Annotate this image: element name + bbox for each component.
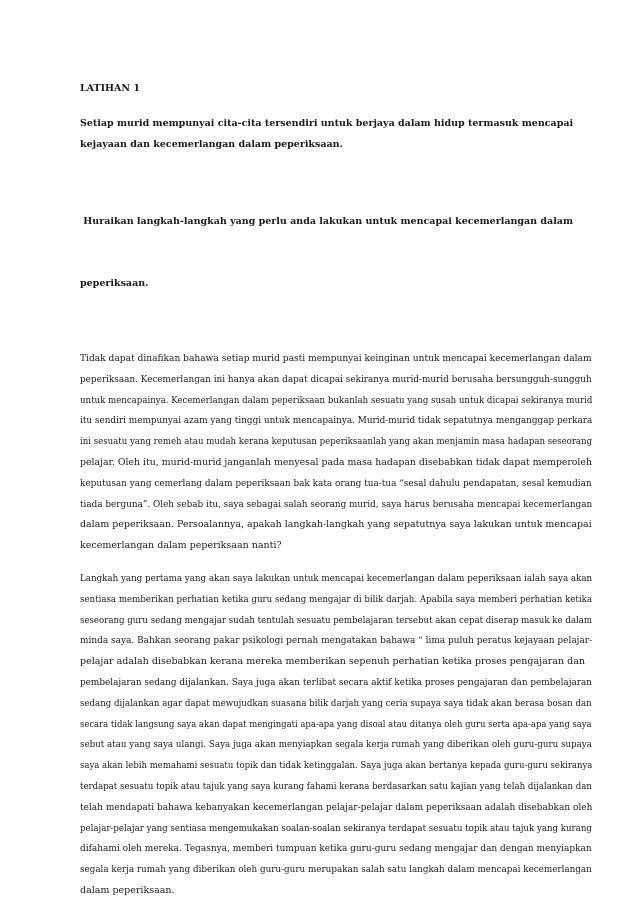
text-line: pelajar adalah disebabkan kerana mereka memberikan sepenuh perhatian ketika proses pengajaran dan — [80, 656, 585, 668]
text-line: dalam peperiksaan. — [80, 884, 175, 896]
text-line: sebut atau yang saya ulangi. Saya juga akan menyiapkan segala kerja rumah yang diberikan oleh guru-guru supaya — [80, 739, 592, 751]
text-line: Huraikan langkah-langkah yang perlu anda lakukan untuk mencapai kecemerlangan dalam — [80, 216, 574, 227]
text-line: sedang dijalankan agar dapat mewujudkan suasana bilik darjah yang ceria supaya saya tidak akan berasa bosan dan — [80, 697, 592, 709]
text-line: telah mendapati bahawa kebanyakan kecemerlangan pelajar-pelajar dalam peperiksaan adalah disebabkan oleh — [80, 801, 593, 813]
text-line: kejayaan dan kecemerlangan dalam peperiksaan. — [80, 138, 343, 150]
text-line: peperiksaan. — [80, 277, 149, 289]
text-line: Langkah yang pertama yang akan saya lakukan untuk mencapai kecemerlangan dalam peperiksaan ialah saya akan — [80, 572, 593, 584]
text-line: dalam peperiksaan. Persoalannya, apakah langkah-langkah yang sepatutnya saya lakukan untuk mencapai — [80, 519, 592, 531]
text-line: pelajar-pelajar yang sentiasa mengemukakan soalan-soalan sekiranya terdapat sesuatu topik atau tajuk yang kurang — [80, 822, 592, 834]
paragraph-introduction — [80, 349, 593, 557]
text-line: untuk mencapainya. Kecemerlangan dalam peperiksaan bukanlah sesuatu yang susah untuk dicapai sekiranya murid — [80, 394, 593, 406]
text-line: terdapat sesuatu topik atau tajuk yang saya kurang fahami kerana berdasarkan satu kajian yang telah dijalankan dan — [80, 780, 592, 792]
text-line: secara tidak langsung saya akan dapat mengingati apa-apa yang disoal atau ditanya oleh guru serta apa-apa yang saya — [80, 718, 592, 730]
text-line: Tidak dapat dinafikan bahawa setiap murid pasti mempunyai keinginan untuk mencapai kecemerlangan dalam — [80, 353, 592, 364]
text-line: tiada berguna”. Oleh sebab itu, saya sebagai salah seorang murid, saya harus berusaha mencapai kecemerlangan — [80, 498, 593, 510]
text-line: segala kerja rumah yang diberikan oleh guru-guru merupakan salah satu langkah dalam mencapai kecemerlangan — [80, 864, 592, 876]
text-line: difahami oleh mereka. Tegasnya, memberi tumpuan ketika guru-guru sedang mengajar dan dengan menyiapkan — [80, 843, 592, 855]
paragraph-first-step — [80, 569, 593, 902]
question-task — [80, 171, 588, 335]
text-line: peperiksaan. Kecemerlangan ini hanya akan dapat dicapai sekiranya murid-murid berusaha bersungguh-sungguh — [80, 373, 592, 385]
text-line: saya akan lebih memahami sesuatu topik dan tidak ketinggalan. Saya juga akan bertanya kepada guru-guru sekiranya — [80, 760, 593, 772]
text-line: pembelajaran sedang dijalankan. Saya juga akan terlibat secara aktif ketika proses pengajaran dan pembelajaran — [80, 676, 592, 688]
text-line: minda saya. Bahkan seorang pakar psikologi pernah mengatakan bahawa “ lima puluh peratus kejayaan pelajar- — [80, 635, 593, 647]
question-statement — [80, 114, 588, 155]
document-title: LATIHAN 1 — [80, 83, 140, 94]
text-line: itu sendiri mempunyai azam yang tinggi untuk mencapainya. Murid-murid tidak sepatutnya menganggap perkara — [80, 415, 593, 427]
text-line: sentiasa memberikan perhatian ketika guru sedang mengajar di bilik darjah. Apabila saya memberi perhatian ketika — [80, 593, 593, 605]
text-line: seseorang guru sedang mengajar sudah tentulah sesuatu pembelajaran tersebut akan cepat diserap masuk ke dalam — [80, 614, 593, 626]
text-line: pelajar. Oleh itu, murid-murid janganlah menyesal pada masa hadapan disebabkan tidak dapat memperoleh — [80, 456, 592, 468]
text-line: keputusan yang cemerlang dalam peperiksaan bak kata orang tua-tua “sesal dahulu pendapatan, sesal kemudian — [80, 477, 592, 489]
text-line: Setiap murid mempunyai cita-cita tersendiri untuk berjaya dalam hidup termasuk mencapai — [80, 118, 574, 129]
text-line: ini sesuatu yang remeh atau mudah kerana keputusan peperiksaanlah yang akan menjamin masa hadapan seseorang — [80, 436, 593, 448]
text-line: kecemerlangan dalam peperiksaan nanti? — [80, 540, 282, 552]
